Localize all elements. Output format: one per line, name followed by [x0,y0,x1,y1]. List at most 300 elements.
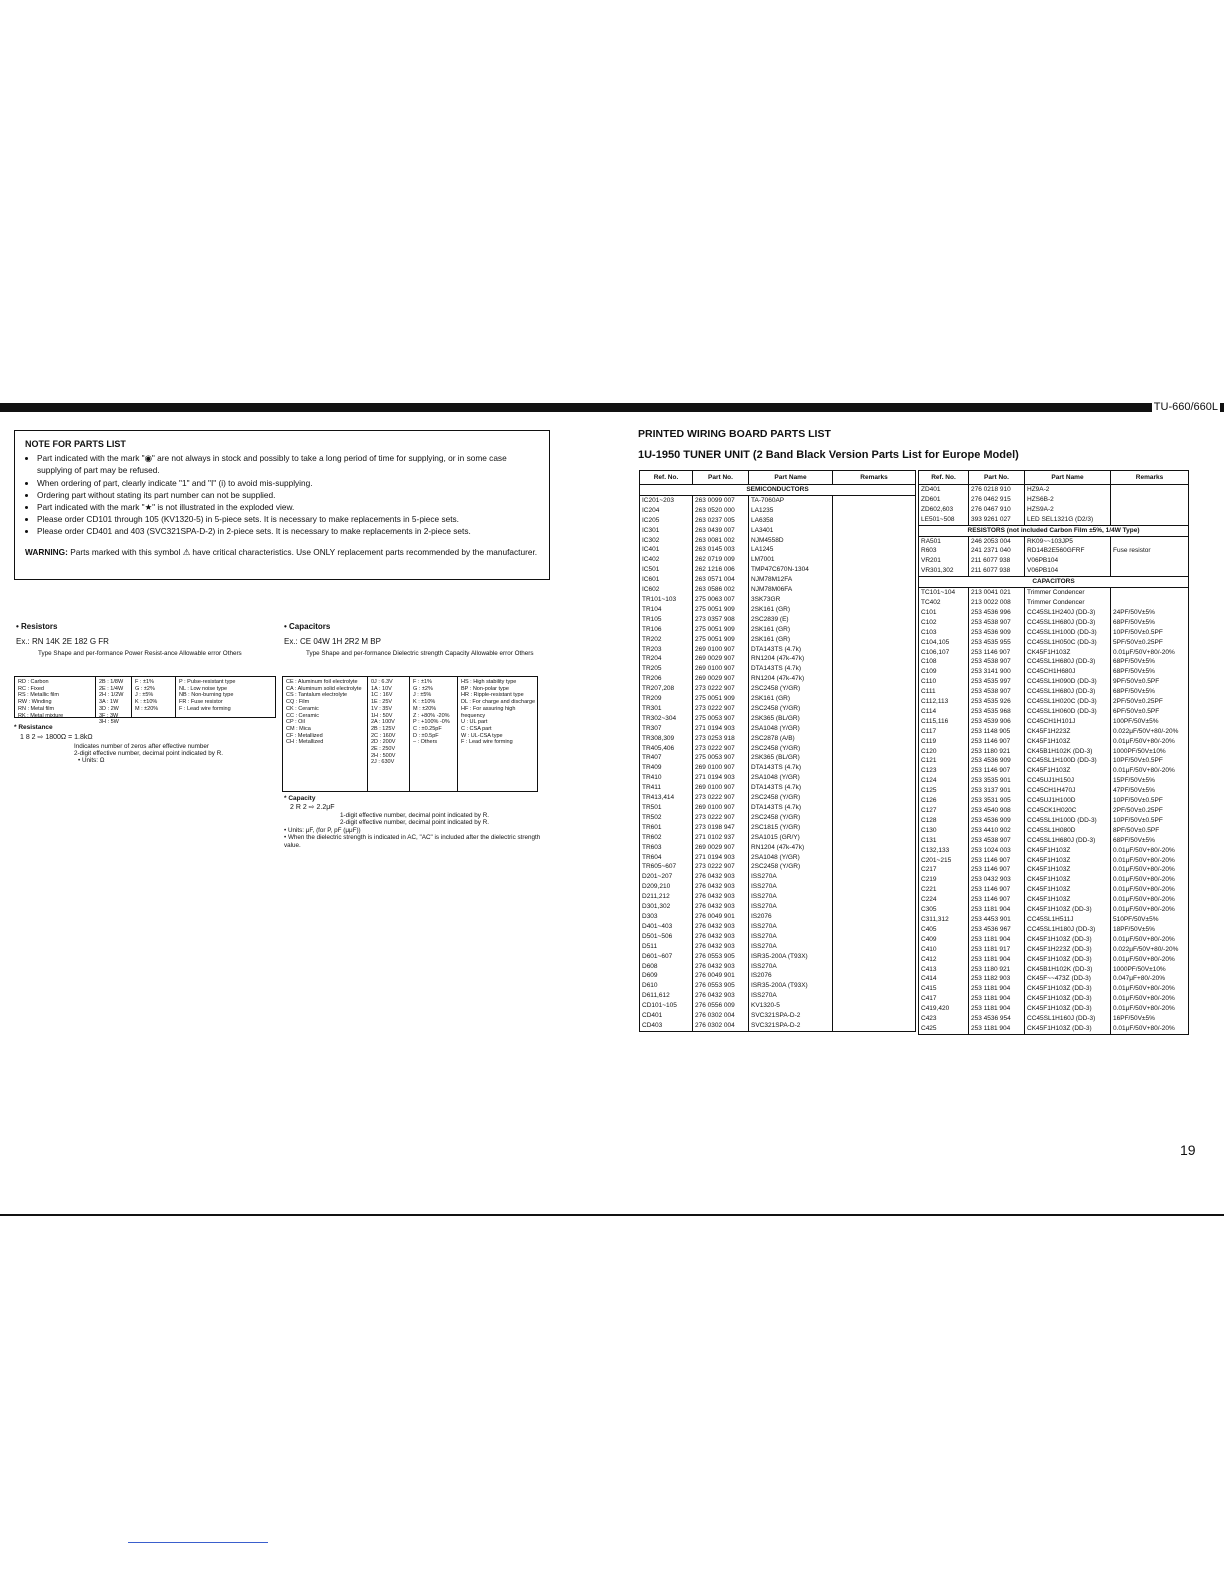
part-no-cell: 276 0218 910 [969,485,1025,495]
ref-no-cell: C102 [919,618,969,628]
table-row [640,575,916,585]
remarks-cell [1111,515,1189,525]
remarks-cell [833,664,916,674]
ref-no-cell: TR602 [640,833,693,843]
part-no-cell: 271 0194 903 [693,853,749,863]
remarks-cell: 24PF/50V±5% [1111,608,1189,618]
table-row [640,991,916,1001]
ref-no-cell: C101 [919,608,969,618]
remarks-cell [833,813,916,823]
remarks-cell [833,595,916,605]
remarks-cell [833,545,916,555]
resistance-units: • Units: Ω [78,757,105,764]
part-name-cell: IS2076 [749,971,833,981]
ref-no-cell: IC402 [640,555,693,565]
resistor-tolerances [135,679,158,713]
part-no-cell: 253 4535 997 [969,677,1025,687]
part-no-cell: 253 1182 903 [969,974,1025,984]
part-name-cell: ISS270A [749,872,833,882]
ref-no-cell: C131 [919,836,969,846]
table-row [640,694,916,704]
ref-no-cell: IC205 [640,516,693,526]
ref-no-cell: C412 [919,955,969,965]
ref-no-cell: C111 [919,687,969,697]
part-name-cell: 2SK161 (GR) [749,635,833,645]
table-header-row [640,471,916,485]
capacitors-title: • Capacitors [284,622,331,631]
ref-no-cell: D501~506 [640,932,693,942]
remarks-cell: 0.01μF/50V+80/-20% [1111,846,1189,856]
remarks-cell [1111,598,1189,608]
part-name-cell: CK45B1H102K (DD-3) [1025,965,1111,975]
ref-no-cell: D601~607 [640,952,693,962]
part-no-cell: 273 0198 947 [693,823,749,833]
code-entry: CP : Oil [286,719,305,726]
part-name-cell: LA3401 [749,526,833,536]
part-name-cell: CC45CK1H020C [1025,806,1111,816]
code-entry: 2E : 1/4W [99,685,124,692]
part-name-cell: 2SK161 (GR) [749,605,833,615]
remarks-cell: 10PF/50V±0.5PF [1111,796,1189,806]
ref-no-cell: C405 [919,925,969,935]
part-name-cell: 2SC2458 (Y/GR) [749,704,833,714]
part-no-cell: 393 9261 027 [969,515,1025,525]
code-entry: 1V : 35V [371,705,393,712]
table-row [640,536,916,546]
part-no-cell: 253 1181 904 [969,1024,1025,1034]
code-entry: 2C : 160V [371,732,396,739]
part-no-cell: 253 4536 909 [969,816,1025,826]
part-name-cell: CK45F1H103Z (DD-3) [1025,994,1111,1004]
code-entry: M : ±20% [135,705,159,712]
table-row [640,902,916,912]
code-entry: W : UL-CSA type [461,732,503,739]
resistors-legend: Type Shape and per-formance Power Resist-ance Allowable error Others [38,650,242,657]
table-row [919,618,1189,628]
ref-no-cell: IC302 [640,536,693,546]
remarks-cell: 18PF/50V±5% [1111,925,1189,935]
part-name-cell: CC45SL1H090D (DD-3) [1025,677,1111,687]
part-name-cell: CC45SL1H680J (DD-3) [1025,836,1111,846]
part-no-cell: 275 0051 909 [693,605,749,615]
resistance-note-2: 2-digit effective number, decimal point indicated by R. [74,750,223,757]
remarks-cell [833,843,916,853]
table-row [919,766,1189,776]
remarks-cell: 0.01μF/50V+80/-20% [1111,935,1189,945]
code-entry: 1E : 25V [371,699,393,706]
ref-no-cell: TR207,208 [640,684,693,694]
part-name-cell: CK45F1H223Z [1025,727,1111,737]
remarks-cell [833,744,916,754]
code-entry: 3A : 1W [99,699,119,706]
part-name-cell: CK45F1H103Z (DD-3) [1025,984,1111,994]
code-entry: 3H : 5W [99,719,119,726]
warning-text: Parts marked with this symbol ⚠ have critical characteristics. Use ONLY replacement parts recommended by the manufacturer. [70,546,538,557]
part-name-cell: CK45F1H103Z (DD-3) [1025,1004,1111,1014]
ref-no-cell: C409 [919,935,969,945]
code-entry: F : Lead wire forming [461,739,513,746]
part-name-cell: CK45F1H103Z [1025,766,1111,776]
table-row [919,1024,1189,1034]
part-no-cell: 211 6077 938 [969,556,1025,566]
table-header-row [919,471,1189,485]
part-no-cell: 253 4535 955 [969,638,1025,648]
remarks-cell [833,615,916,625]
ref-no-cell: C413 [919,965,969,975]
part-name-cell: CC45SL1H060D (DD-3) [1025,707,1111,717]
code-entry: CQ : Film [286,699,310,706]
part-no-cell: 269 0029 907 [693,674,749,684]
ref-no-cell: R603 [919,546,969,556]
remarks-cell [833,605,916,615]
part-no-cell: 213 0022 008 [969,598,1025,608]
ref-no-cell: TR202 [640,635,693,645]
part-name-cell: 2SC2878 (A/B) [749,734,833,744]
part-name-cell: CC45UJ1H100D [1025,796,1111,806]
part-no-cell: 253 1146 907 [969,856,1025,866]
part-no-cell: 273 0253 918 [693,734,749,744]
remarks-cell [833,1011,916,1021]
code-entry: K : ±10% [413,699,436,706]
part-name-cell: CC45CH1H101J [1025,717,1111,727]
code-entry: J : ±5% [135,692,154,699]
table-row [640,704,916,714]
ref-no-cell: TR203 [640,645,693,655]
ref-no-cell: C108 [919,657,969,667]
ref-no-cell: D301,302 [640,902,693,912]
ref-no-cell: TR405,406 [640,744,693,754]
code-entry: F : ±1% [135,679,154,685]
table-row [919,905,1189,915]
ref-no-cell: TC101~104 [919,588,969,598]
code-entry: CF : Metallized [286,732,323,739]
ref-no-cell: C221 [919,885,969,895]
part-name-cell: 3SK73GR [749,595,833,605]
code-entry: CC : Ceramic [286,712,320,719]
code-entry: BP : Non-polar type [461,685,509,692]
remarks-cell [1111,485,1189,495]
ref-no-cell: TR603 [640,843,693,853]
part-name-cell: DTA143TS (4.7k) [749,803,833,813]
part-name-cell: ISS270A [749,922,833,932]
part-no-cell: 253 4536 909 [969,628,1025,638]
remarks-cell: 0.01μF/50V+80/-20% [1111,865,1189,875]
code-entry: CA : Aluminum solid electrolyte [286,685,362,692]
part-name-cell: CK45F1H103Z (DD-3) [1025,955,1111,965]
table-row [640,773,916,783]
ref-no-cell: C217 [919,865,969,875]
ref-no-cell: TC402 [919,598,969,608]
table-row [919,727,1189,737]
table-row [919,536,1189,546]
part-name-cell: CC45SL1H680J (DD-3) [1025,618,1111,628]
table-row [640,744,916,754]
part-no-cell: 275 0051 909 [693,694,749,704]
part-name-cell: IS2076 [749,912,833,922]
ref-no-cell: TR105 [640,615,693,625]
remarks-cell [833,714,916,724]
table-row [640,615,916,625]
part-name-cell: CC45SL1H160J (DD-3) [1025,1014,1111,1024]
part-no-cell: 273 0222 907 [693,744,749,754]
part-name-cell: ISS270A [749,932,833,942]
remarks-cell [833,565,916,575]
ref-no-cell: IC601 [640,575,693,585]
part-name-cell: CK45F1H103Z [1025,895,1111,905]
header-rule [0,403,1224,412]
table-row [640,555,916,565]
code-entry: G : ±2% [135,685,155,692]
part-no-cell: 253 1181 904 [969,984,1025,994]
part-no-cell: 211 6077 938 [969,566,1025,576]
table-row [640,922,916,932]
part-no-cell: 246 2053 004 [969,536,1025,546]
remarks-cell: 9PF/50V±0.5PF [1111,677,1189,687]
ref-no-cell: D209,210 [640,882,693,892]
code-entry: – : Others [413,739,438,746]
ref-no-cell: CD401 [640,1011,693,1021]
part-no-cell: 269 0029 907 [693,843,749,853]
remarks-cell [833,803,916,813]
part-name-cell: RN1204 (47k-47k) [749,674,833,684]
table-row [640,803,916,813]
remarks-cell [833,753,916,763]
part-no-cell: 273 0222 907 [693,862,749,872]
table-row [640,625,916,635]
part-no-cell: 253 1146 907 [969,865,1025,875]
note-item: • Ordering part without stating its part number can not be supplied. [37,489,539,501]
capacitor-tolerances [413,679,450,746]
part-no-cell: 276 0432 903 [693,932,749,942]
part-no-cell: 253 4538 907 [969,687,1025,697]
part-name-cell: ISS270A [749,942,833,952]
part-no-cell: 253 4536 954 [969,1014,1025,1024]
part-no-cell: 276 0556 009 [693,1001,749,1011]
ref-no-cell: C219 [919,875,969,885]
code-entry: 3F : 3W [99,712,119,719]
section-row [919,525,1189,536]
code-entry: 1H : 50V [371,712,393,719]
part-name-cell: TA-7060AP [749,495,833,505]
table-row [919,856,1189,866]
page-number: 19 [1180,1142,1196,1158]
part-name-cell: 2SC2458 (Y/GR) [749,862,833,872]
part-no-cell: 253 3141 900 [969,667,1025,677]
code-entry: CS : Tantalum electrolyte [286,692,348,699]
remarks-cell: 0.01μF/50V+80/-20% [1111,737,1189,747]
table-row [640,595,916,605]
table-row [640,962,916,972]
remarks-cell: 0.01μF/50V+80/-20% [1111,984,1189,994]
remarks-cell [833,932,916,942]
remarks-cell [833,1001,916,1011]
remarks-cell: 47PF/50V±5% [1111,786,1189,796]
remarks-cell: 15PF/50V±5% [1111,776,1189,786]
code-entry: 2D : 200V [371,739,396,746]
ref-no-cell: D201~207 [640,872,693,882]
code-entry: 0J : 6.3V [371,679,393,685]
table-row [919,608,1189,618]
table-row [919,485,1189,495]
ref-no-cell: TR601 [640,823,693,833]
ref-no-cell: C123 [919,766,969,776]
part-no-cell: 273 0222 907 [693,684,749,694]
remarks-cell: 68PF/50V±5% [1111,618,1189,628]
remarks-cell: 68PF/50V±5% [1111,667,1189,677]
part-no-cell: 253 0432 903 [969,875,1025,885]
ref-no-cell: C132,133 [919,846,969,856]
part-no-cell: 253 1024 003 [969,846,1025,856]
part-no-cell: 253 1181 904 [969,955,1025,965]
table-row [919,677,1189,687]
remarks-cell [833,922,916,932]
capacitors-code-table [282,676,538,792]
ref-no-cell: LE501~508 [919,515,969,525]
part-no-cell: 253 1180 921 [969,747,1025,757]
part-no-cell: 253 1146 907 [969,648,1025,658]
remarks-cell [833,892,916,902]
part-no-cell: 271 0102 937 [693,833,749,843]
part-no-cell: 253 4540 908 [969,806,1025,816]
ref-no-cell: RA501 [919,536,969,546]
table-row [919,925,1189,935]
part-name-cell: ISR35-200A (T93X) [749,952,833,962]
remarks-cell [833,872,916,882]
part-name-cell: 2SA1048 (Y/GR) [749,853,833,863]
remarks-cell [833,971,916,981]
remarks-cell: 0.01μF/50V+80/-20% [1111,955,1189,965]
ref-no-cell: C126 [919,796,969,806]
capacitor-others [461,679,537,746]
remarks-cell [833,625,916,635]
table-row [919,885,1189,895]
ref-no-cell: C423 [919,1014,969,1024]
part-name-cell: CC45SL1H680J (DD-3) [1025,687,1111,697]
table-row [640,932,916,942]
table-row [919,737,1189,747]
table-row [640,813,916,823]
part-no-cell: 263 0586 002 [693,585,749,595]
table-row [640,674,916,684]
remarks-cell: 68PF/50V±5% [1111,657,1189,667]
remarks-cell [833,763,916,773]
part-name-cell: V06PB104 [1025,556,1111,566]
ref-no-cell: D609 [640,971,693,981]
remarks-cell [833,1021,916,1031]
remarks-cell: 0.01μF/50V+80/-20% [1111,885,1189,895]
part-no-cell: 276 0049 901 [693,912,749,922]
ref-no-cell: C124 [919,776,969,786]
part-name-cell: CK45F1H103Z [1025,865,1111,875]
part-no-cell: 276 0049 901 [693,971,749,981]
part-name-cell: 2SA1048 (Y/GR) [749,773,833,783]
part-no-cell: 263 0520 000 [693,506,749,516]
ref-no-cell: D610 [640,981,693,991]
ref-no-cell: TR205 [640,664,693,674]
table-row [919,776,1189,786]
remarks-cell: 0.047μF+80/-20% [1111,974,1189,984]
part-name-cell: LA1235 [749,506,833,516]
part-no-cell: 253 1146 907 [969,737,1025,747]
remarks-cell: 6PF/50V±0.5PF [1111,707,1189,717]
remarks-cell [1111,556,1189,566]
code-entry: F : Lead wire forming [179,705,231,712]
table-row [640,1011,916,1021]
part-no-cell: 275 0051 909 [693,625,749,635]
part-name-cell: CK45F1H103Z [1025,856,1111,866]
part-name-cell: HZS9A-2 [1025,505,1111,515]
remarks-cell: 0.01μF/50V+80/-20% [1111,875,1189,885]
remarks-cell: 1000PF/50V±10% [1111,965,1189,975]
ref-no-cell: D401~403 [640,922,693,932]
part-no-cell: 262 1216 006 [693,565,749,575]
part-name-cell: NJM78M06FA [749,585,833,595]
resistors-code-table [14,676,276,726]
remarks-cell: Fuse resistor [1111,546,1189,556]
resistor-types [18,679,63,719]
code-entry: CK : Ceramic [286,705,319,712]
remarks-cell: 8PF/50V±0.5PF [1111,826,1189,836]
part-no-cell: 273 0222 907 [693,704,749,714]
table-row [919,1014,1189,1024]
capacitor-voltages [371,679,395,766]
table-row [919,865,1189,875]
code-entry: P : Pulse-resistant type [179,679,236,685]
code-entry: RS : Metallic film [18,692,59,699]
table-row [640,506,916,516]
capacity-units: • Units: μF, (for P, pF (μμF)) [284,827,361,834]
part-no-cell: 269 0100 907 [693,763,749,773]
table-row [919,786,1189,796]
table-row [919,935,1189,945]
note-for-parts-list [14,430,550,580]
part-name-cell: CC45UJ1H150J [1025,776,1111,786]
part-no-cell: 276 0302 004 [693,1021,749,1031]
part-name-cell: 2SC1815 (Y/GR) [749,823,833,833]
part-name-cell: DTA143TS (4.7k) [749,645,833,655]
code-entry: 2J : 630V [371,759,395,766]
part-name-cell: LM7001 [749,555,833,565]
remarks-cell [833,495,916,505]
remarks-cell [833,694,916,704]
part-no-cell: 276 0462 915 [969,495,1025,505]
ref-no-cell: TR605~607 [640,862,693,872]
ref-no-cell: IC602 [640,585,693,595]
remarks-cell [833,962,916,972]
part-name-cell: HZ9A-2 [1025,485,1111,495]
table-row [919,648,1189,658]
table-row [919,984,1189,994]
code-entry: CM : Mica [286,725,311,732]
ref-no-cell: C125 [919,786,969,796]
part-no-cell: 276 0302 004 [693,1011,749,1021]
ref-no-cell: C115,116 [919,717,969,727]
part-name-cell: NJM4558D [749,536,833,546]
remarks-cell [833,981,916,991]
part-no-cell: 253 4538 907 [969,618,1025,628]
part-name-cell: CK45F1H103Z [1025,648,1111,658]
ref-no-cell: IC401 [640,545,693,555]
part-no-cell: 253 4535 968 [969,707,1025,717]
part-no-cell: 253 3531 905 [969,796,1025,806]
part-no-cell: 253 4535 926 [969,697,1025,707]
ref-no-cell: TR411 [640,783,693,793]
part-name-cell: CK45F1H103Z [1025,875,1111,885]
table-row [919,657,1189,667]
part-name-cell: CK45F1H103Z (DD-3) [1025,1024,1111,1034]
code-entry: 2B : 125V [371,725,396,732]
table-row [640,912,916,922]
